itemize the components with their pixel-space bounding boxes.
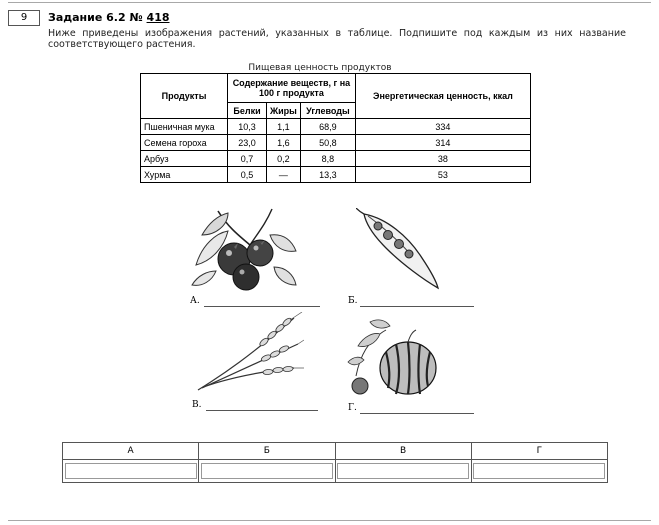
label-a: А. (190, 296, 200, 306)
row-protein: 23,0 (228, 135, 267, 151)
row-fat: 1,6 (267, 135, 301, 151)
answer-cell-v (335, 460, 471, 483)
row-energy: 314 (355, 135, 530, 151)
answer-line-g (360, 413, 474, 414)
label-b: Б. (348, 296, 358, 306)
answer-header-v: В (335, 443, 471, 460)
answer-input-g[interactable] (473, 463, 605, 479)
table-row (141, 167, 531, 183)
row-energy: 38 (355, 151, 530, 167)
header-energy: Энергетическая ценность, ккал (355, 74, 530, 119)
row-protein: 0,7 (228, 151, 267, 167)
header-fat: Жиры (267, 103, 301, 119)
row-carbs: 8,8 (300, 151, 355, 167)
top-divider (8, 2, 651, 3)
answer-header-b: Б (199, 443, 335, 460)
answer-input-b[interactable] (201, 463, 333, 479)
task-id-link[interactable]: 418 (146, 11, 170, 24)
row-name: Семена гороха (141, 135, 228, 151)
answer-input-v[interactable] (337, 463, 469, 479)
row-fat: — (267, 167, 301, 183)
row-name: Пшеничная мука (141, 119, 228, 135)
row-protein: 0,5 (228, 167, 267, 183)
answer-input-a[interactable] (65, 463, 197, 479)
plant-pictures (188, 200, 488, 418)
answer-table (62, 442, 608, 483)
task-number-badge: 9 (8, 10, 40, 26)
answer-line-b (360, 306, 474, 307)
row-carbs: 13,3 (300, 167, 355, 183)
header-content: Содержание веществ, г на 100 г продукта (228, 74, 356, 103)
row-carbs: 50,8 (300, 135, 355, 151)
header-products: Продукты (141, 74, 228, 119)
answer-cell-a (63, 460, 199, 483)
row-energy: 334 (355, 119, 530, 135)
header-carbs: Углеводы (300, 103, 355, 119)
row-fat: 0,2 (267, 151, 301, 167)
table-row (141, 151, 531, 167)
task-title (48, 11, 170, 24)
label-v: В. (192, 400, 202, 410)
nutrition-table (140, 73, 531, 183)
row-energy: 53 (355, 167, 530, 183)
watermelon-illustration (346, 316, 446, 398)
header-protein: Белки (228, 103, 267, 119)
task-instructions: Ниже приведены изображения растений, указанных в таблице. Подпишите под каждым из них название соответствующего растения. (48, 28, 626, 50)
bottom-divider (8, 520, 651, 521)
pea-pod-illustration (356, 208, 446, 290)
label-g: Г. (348, 403, 357, 413)
table-caption: Пищевая ценность продуктов (248, 63, 392, 73)
answer-header-a: А (63, 443, 199, 460)
answer-line-v (206, 410, 318, 411)
answer-header-g: Г (471, 443, 607, 460)
row-name: Арбуз (141, 151, 228, 167)
table-row (141, 119, 531, 135)
answer-line-a (204, 306, 320, 307)
row-name: Хурма (141, 167, 228, 183)
answer-cell-g (471, 460, 607, 483)
row-fat: 1,1 (267, 119, 301, 135)
answer-cell-b (199, 460, 335, 483)
wheat-illustration (194, 312, 304, 394)
task-title-prefix: Задание 6.2 № (48, 11, 143, 24)
row-carbs: 68,9 (300, 119, 355, 135)
row-protein: 10,3 (228, 119, 267, 135)
persimmon-illustration (188, 205, 303, 293)
table-row (141, 135, 531, 151)
